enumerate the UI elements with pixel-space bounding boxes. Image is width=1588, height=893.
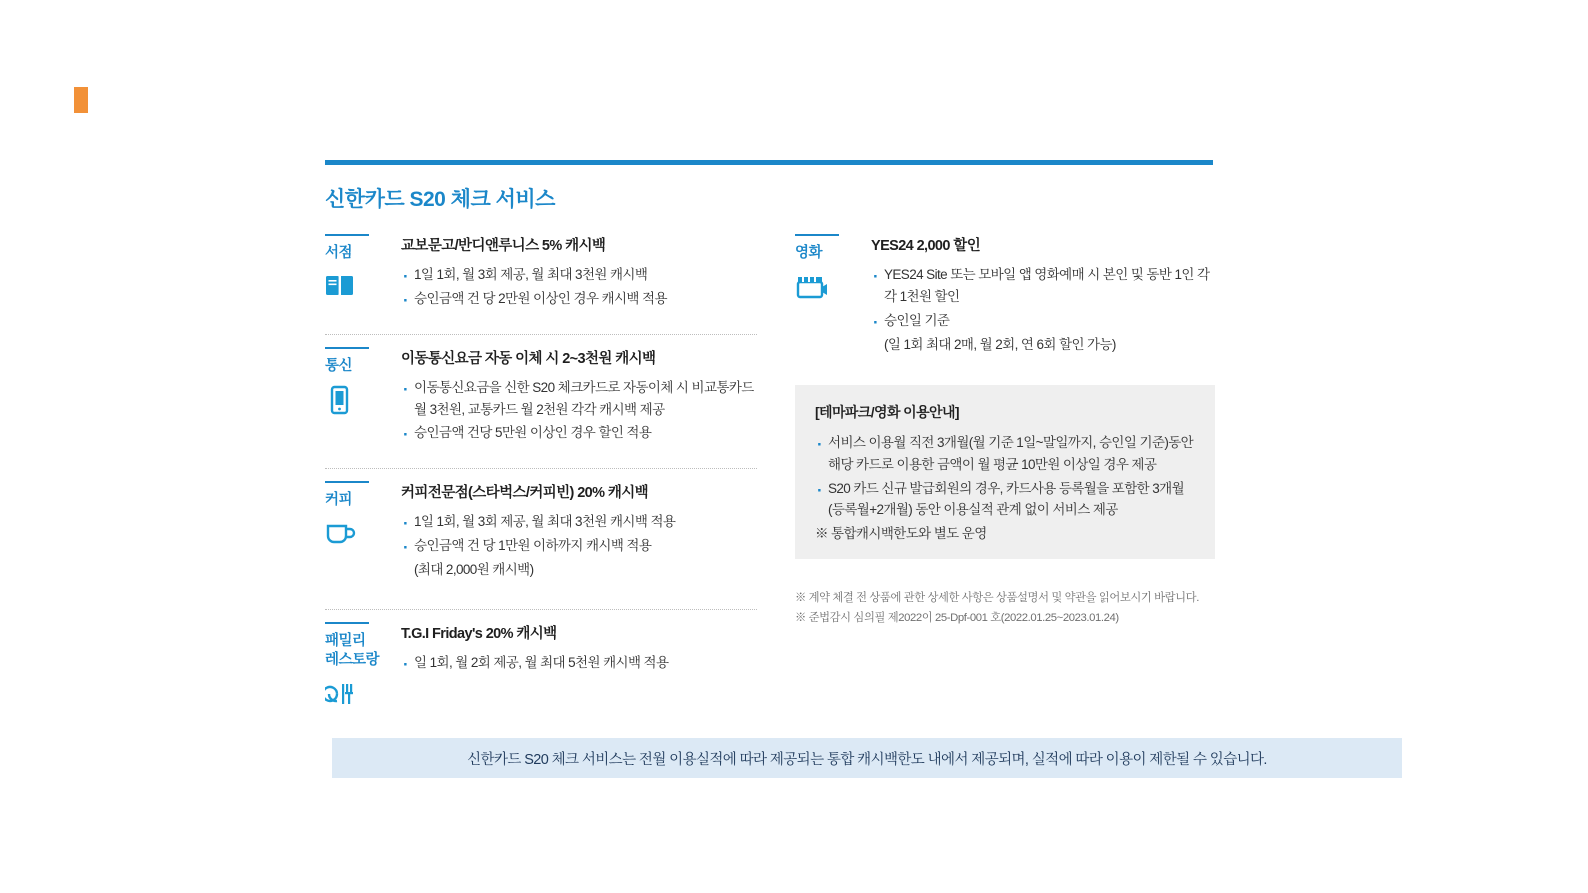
benefit-row-coffee xyxy=(325,468,757,583)
list-item: · S20 카드 신규 발급회원의 경우, 카드사용 등록월을 포함한 3개월(등록월+2개월) 동안 이용실적 관계 없이 서비스 제공 xyxy=(815,478,1195,521)
benefit-title: 이동통신요금 자동 이체 시 2~3천원 캐시백 xyxy=(401,350,656,367)
movie-clapperboard-icon xyxy=(795,273,871,305)
header-rule xyxy=(325,160,1213,165)
content-columns xyxy=(325,232,1215,718)
list-item: · 이동통신요금을 신한 S20 체크카드로 자동이체 시 비교통카드 월 3천원, 교통카드 월 2천원 각각 캐시백 제공 xyxy=(401,377,757,421)
benefit-bullets xyxy=(871,264,1215,355)
list-item: · 1일 1회, 월 3회 제공, 월 최대 3천원 캐시백 xyxy=(401,264,757,286)
benefit-body-telecom xyxy=(401,345,757,447)
left-column xyxy=(325,232,757,718)
benefit-row-family-restaurant xyxy=(325,609,757,712)
benefit-title: YES24 2,000 할인 xyxy=(871,238,981,254)
list-item: · 승인금액 건 당 2만원 이상인 경우 캐시백 적용 xyxy=(401,288,757,310)
list-item-subnote: (일 1회 최대 2매, 월 2회, 연 6회 할인 가능) xyxy=(884,336,1116,352)
list-item: · YES24 Site 또는 모바일 앱 영화예매 시 본인 및 동반 1인 각각 1천원 할인 xyxy=(871,264,1215,308)
benefit-title: T.G.I Friday's 20% 캐시백 xyxy=(401,625,557,642)
benefit-title: 커피전문점(스타벅스/커피빈) 20% 캐시백 xyxy=(401,485,649,502)
benefit-category-family-restaurant xyxy=(325,620,401,712)
right-column xyxy=(795,232,1215,718)
benefit-body-family-restaurant xyxy=(401,620,757,712)
orange-accent-marker xyxy=(74,87,88,113)
disclaimer-line-2: ※ 준법감시 심의필 제2022이 25-Dpf-001 호(2022.01.25~2023.01.24) xyxy=(795,612,1119,625)
disclaimer xyxy=(795,589,1215,629)
benefit-bullets xyxy=(401,511,757,581)
page-title: 신한카드 S20 체크 서비스 xyxy=(325,188,555,211)
list-item: · 일 1회, 월 2회 제공, 월 최대 5천원 캐시백 적용 xyxy=(401,652,757,674)
category-label-line1: 패밀리 xyxy=(325,632,366,649)
category-rule xyxy=(325,347,369,349)
benefit-body-coffee xyxy=(401,479,757,583)
restaurant-fork-knife-icon xyxy=(325,680,401,712)
benefit-category-movie xyxy=(795,232,871,357)
slide-header xyxy=(325,160,1213,213)
benefit-body-movie xyxy=(871,232,1215,357)
category-label: 통신 xyxy=(325,357,353,374)
benefit-row-telecom xyxy=(325,334,757,447)
category-label: 커피 xyxy=(325,492,353,509)
info-box-note: ※ 통합캐시백한도와 별도 운영 xyxy=(815,525,987,541)
benefit-bullets xyxy=(401,652,757,674)
coffee-cup-icon xyxy=(325,520,401,550)
list-item: · 1일 1회, 월 3회 제공, 월 최대 3천원 캐시백 적용 xyxy=(401,511,757,533)
category-label: 영화 xyxy=(795,245,823,261)
footer-text: 신한카드 S20 체크 서비스는 전월 이용실적에 따라 제공되는 통합 캐시백한도 내에서 제공되며, 실적에 따라 이용이 제한될 수 있습니다. xyxy=(467,751,1267,768)
disclaimer-line-1: ※ 계약 체결 전 상품에 관한 상세한 사항은 상품설명서 및 약관을 읽어보시기 바랍니다. xyxy=(795,592,1199,605)
category-rule xyxy=(325,622,369,624)
benefit-title: 교보문고/반디앤루니스 5% 캐시백 xyxy=(401,238,606,254)
info-box-bullets xyxy=(815,432,1195,520)
category-rule xyxy=(795,234,839,236)
list-item: · 승인금액 건당 5만원 이상인 경우 할인 적용 xyxy=(401,422,757,444)
benefit-row-bookstore xyxy=(325,232,757,312)
benefit-category-bookstore xyxy=(325,232,401,312)
benefit-bullets xyxy=(401,377,757,445)
book-icon xyxy=(325,273,401,303)
benefit-body-bookstore xyxy=(401,232,757,312)
category-rule xyxy=(325,234,369,236)
mobile-phone-icon xyxy=(325,385,401,419)
list-item: · 승인금액 건 당 1만원 이하까지 캐시백 적용 xyxy=(401,535,757,557)
benefit-bullets xyxy=(401,264,757,310)
benefit-category-coffee xyxy=(325,479,401,583)
category-rule xyxy=(325,481,369,483)
benefit-row-movie xyxy=(795,232,1215,357)
list-item: · 서비스 이용월 직전 3개월(월 기준 1일~말일까지, 승인일 기준)동안 해당 카드로 이용한 금액이 월 평균 10만원 이상일 경우 제공 xyxy=(815,432,1195,475)
benefit-category-telecom xyxy=(325,345,401,447)
theme-park-movie-info-box xyxy=(795,385,1215,559)
info-box-title: [테마파크/영화 이용안내] xyxy=(815,404,959,421)
category-label-line2: 레스토랑 xyxy=(325,652,380,669)
footer-banner xyxy=(332,738,1402,778)
list-item: · 승인일 기준 xyxy=(871,310,1215,332)
list-item-subnote: (최대 2,000원 캐시백) xyxy=(414,562,534,578)
category-label: 서점 xyxy=(325,245,353,261)
